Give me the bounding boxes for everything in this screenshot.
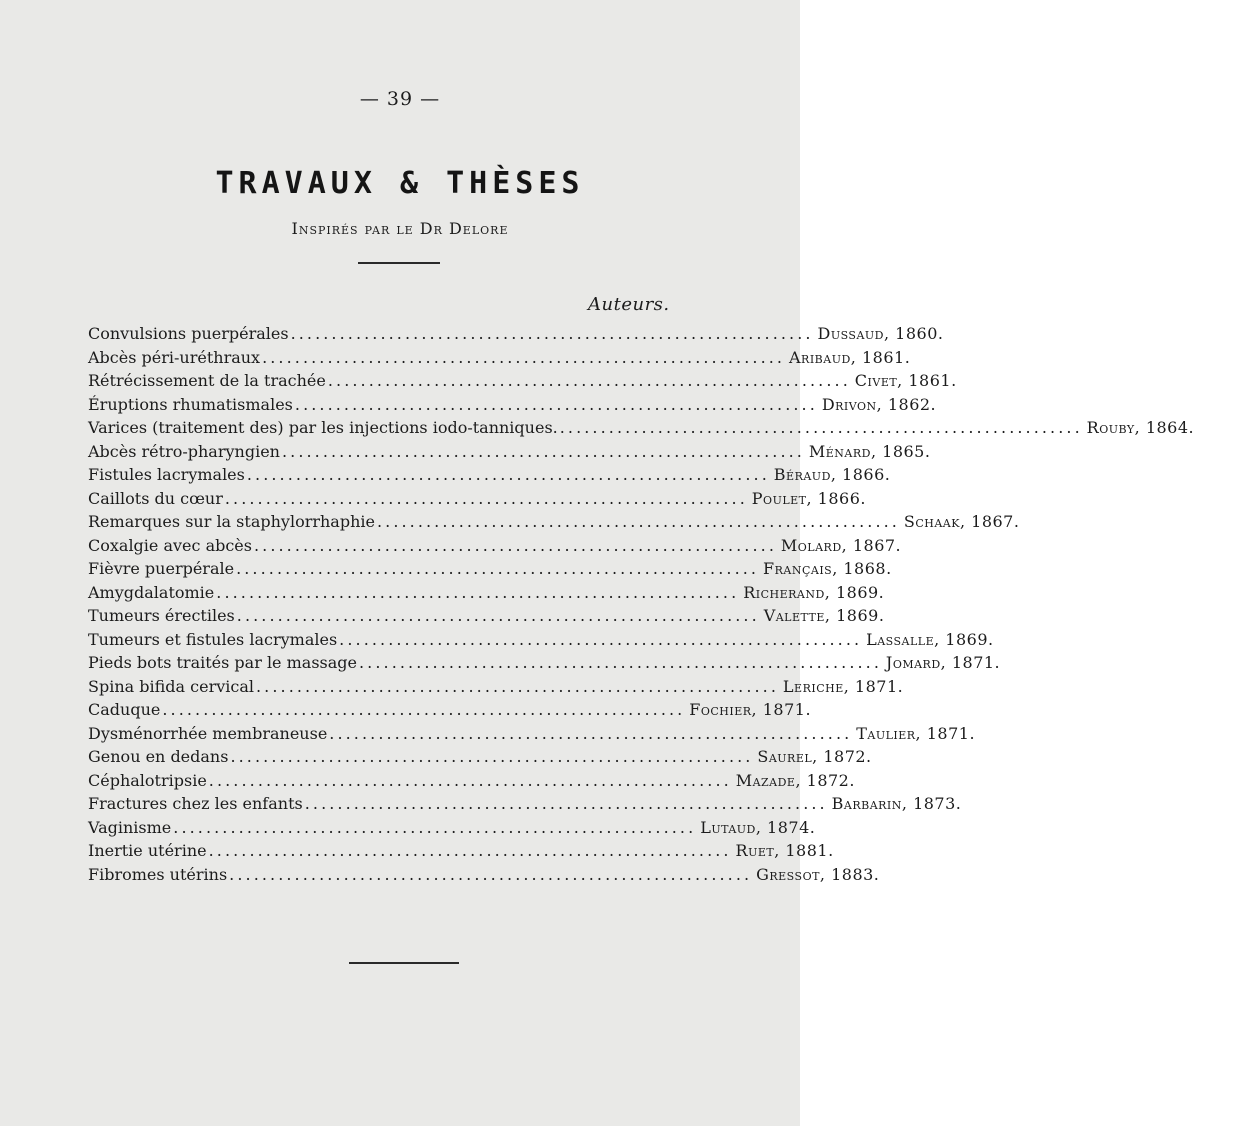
list-item xyxy=(88,324,944,348)
dot-leader xyxy=(229,865,748,884)
work-title: Fractures chez les enfants xyxy=(88,794,303,813)
dot-leader xyxy=(282,442,801,461)
list-item xyxy=(88,700,812,724)
authors-column-heading: Auteurs. xyxy=(588,294,670,315)
bottom-divider xyxy=(349,962,459,964)
list-item xyxy=(88,794,962,818)
author-name: Leriche, 1871. xyxy=(782,676,904,696)
list-item xyxy=(88,371,957,395)
dot-leader xyxy=(209,841,728,860)
author-name: Aribaud, 1861. xyxy=(789,347,911,367)
author-name: Saurel, 1872. xyxy=(757,747,872,766)
dot-leader xyxy=(230,747,749,766)
dot-leader xyxy=(256,677,775,696)
work-title: Abcès péri-uréthraux xyxy=(88,347,261,367)
work-title: Éruptions rhumatismales xyxy=(88,394,293,414)
list-item xyxy=(88,817,816,842)
work-title: Caillots du cœur xyxy=(88,488,223,508)
work-title: Convulsions puerpérales xyxy=(88,324,289,343)
list-item xyxy=(88,723,976,748)
dot-leader xyxy=(339,630,858,649)
work-title: Fièvre puerpérale xyxy=(88,559,235,578)
work-title: Coxalgie avec abcès xyxy=(88,535,252,555)
work-title: Pieds bots traités par le massage xyxy=(88,653,357,672)
dot-leader xyxy=(262,348,781,367)
list-item xyxy=(88,465,891,489)
work-title: Remarques sur la staphylorrhaphie xyxy=(88,512,375,531)
list-item xyxy=(88,488,866,513)
work-title: Tumeurs érectiles xyxy=(88,606,235,625)
work-title: Spina bifida cervical xyxy=(88,676,254,696)
list-item xyxy=(88,606,885,630)
author-name: Béraud, 1866. xyxy=(773,465,891,484)
author-name: Barbarin, 1873. xyxy=(831,794,962,813)
work-title: Varices (traitement des) par les injections iodo-tanniques. xyxy=(88,418,558,437)
dot-leader xyxy=(254,536,773,555)
work-title: Rétrécissement de la trachée xyxy=(88,371,326,390)
dot-leader xyxy=(291,324,810,343)
work-title: Abcès rétro-pharyngien xyxy=(88,441,280,461)
work-title: Céphalotripsie xyxy=(88,770,207,790)
list-item xyxy=(88,676,904,701)
author-name: Dussaud, 1860. xyxy=(817,324,944,343)
dot-leader xyxy=(377,512,896,531)
list-item xyxy=(88,559,892,583)
list-item xyxy=(88,629,994,654)
list-item xyxy=(88,394,937,419)
author-name: Lutaud, 1874. xyxy=(700,817,816,837)
work-title: Dysménorrhée membraneuse xyxy=(88,723,328,743)
work-title: Fistules lacrymales xyxy=(88,465,245,484)
list-item xyxy=(88,441,931,466)
work-title: Tumeurs et fistules lacrymales xyxy=(88,629,338,649)
author-name: Français, 1868. xyxy=(763,559,892,578)
author-name: Lassalle, 1869. xyxy=(866,629,994,649)
author-name: Schaak, 1867. xyxy=(903,512,1020,531)
dot-leader xyxy=(560,418,1079,437)
author-name: Molard, 1867. xyxy=(780,535,902,555)
author-name: Mazade, 1872. xyxy=(735,770,855,790)
author-name: Ruet, 1881. xyxy=(735,841,834,860)
author-name: Valette, 1869. xyxy=(763,606,885,625)
list-item xyxy=(88,535,902,560)
list-item xyxy=(88,653,1001,677)
author-name: Gressot, 1883. xyxy=(756,864,880,884)
page-number: — 39 — xyxy=(359,88,441,110)
dot-leader xyxy=(209,771,728,790)
author-name: Civet, 1861. xyxy=(854,371,957,390)
author-name: Poulet, 1866. xyxy=(751,488,866,508)
dot-leader xyxy=(329,724,848,743)
work-title: Genou en dedans xyxy=(88,747,229,766)
dot-leader xyxy=(359,653,878,672)
author-name: Rouby, 1864. xyxy=(1086,418,1195,437)
dot-leader xyxy=(305,794,824,813)
dot-leader xyxy=(328,371,847,390)
work-title: Caduque xyxy=(88,700,161,719)
work-title: Inertie utérine xyxy=(88,841,207,860)
dot-leader xyxy=(295,395,814,414)
dot-leader xyxy=(225,489,744,508)
top-divider xyxy=(358,262,440,264)
page-title: TRAVAUX & THÈSES xyxy=(215,166,585,201)
dot-leader xyxy=(216,583,735,602)
list-item xyxy=(88,347,911,372)
page-subtitle: Inspirés par le Dr Delore xyxy=(291,219,509,238)
list-item xyxy=(88,864,880,889)
author-name: Richerand, 1869. xyxy=(743,582,885,602)
work-title: Fibromes utérins xyxy=(88,864,228,884)
dot-leader xyxy=(236,559,755,578)
list-item xyxy=(88,512,1020,536)
list-item xyxy=(88,582,885,607)
author-name: Ménard, 1865. xyxy=(808,441,931,461)
work-title: Vaginisme xyxy=(88,817,172,837)
dot-leader xyxy=(173,818,692,837)
dot-leader xyxy=(247,465,766,484)
author-name: Jomard, 1871. xyxy=(885,653,1001,672)
dot-leader xyxy=(162,700,681,719)
author-name: Fochier, 1871. xyxy=(689,700,812,719)
works-list xyxy=(88,324,1195,888)
list-item xyxy=(88,841,834,865)
list-item xyxy=(88,747,872,771)
work-title: Amygdalatomie xyxy=(88,582,215,602)
author-name: Drivon, 1862. xyxy=(821,394,937,414)
list-item xyxy=(88,770,855,795)
author-name: Taulier, 1871. xyxy=(856,723,976,743)
list-item xyxy=(88,418,1195,442)
dot-leader xyxy=(237,606,756,625)
